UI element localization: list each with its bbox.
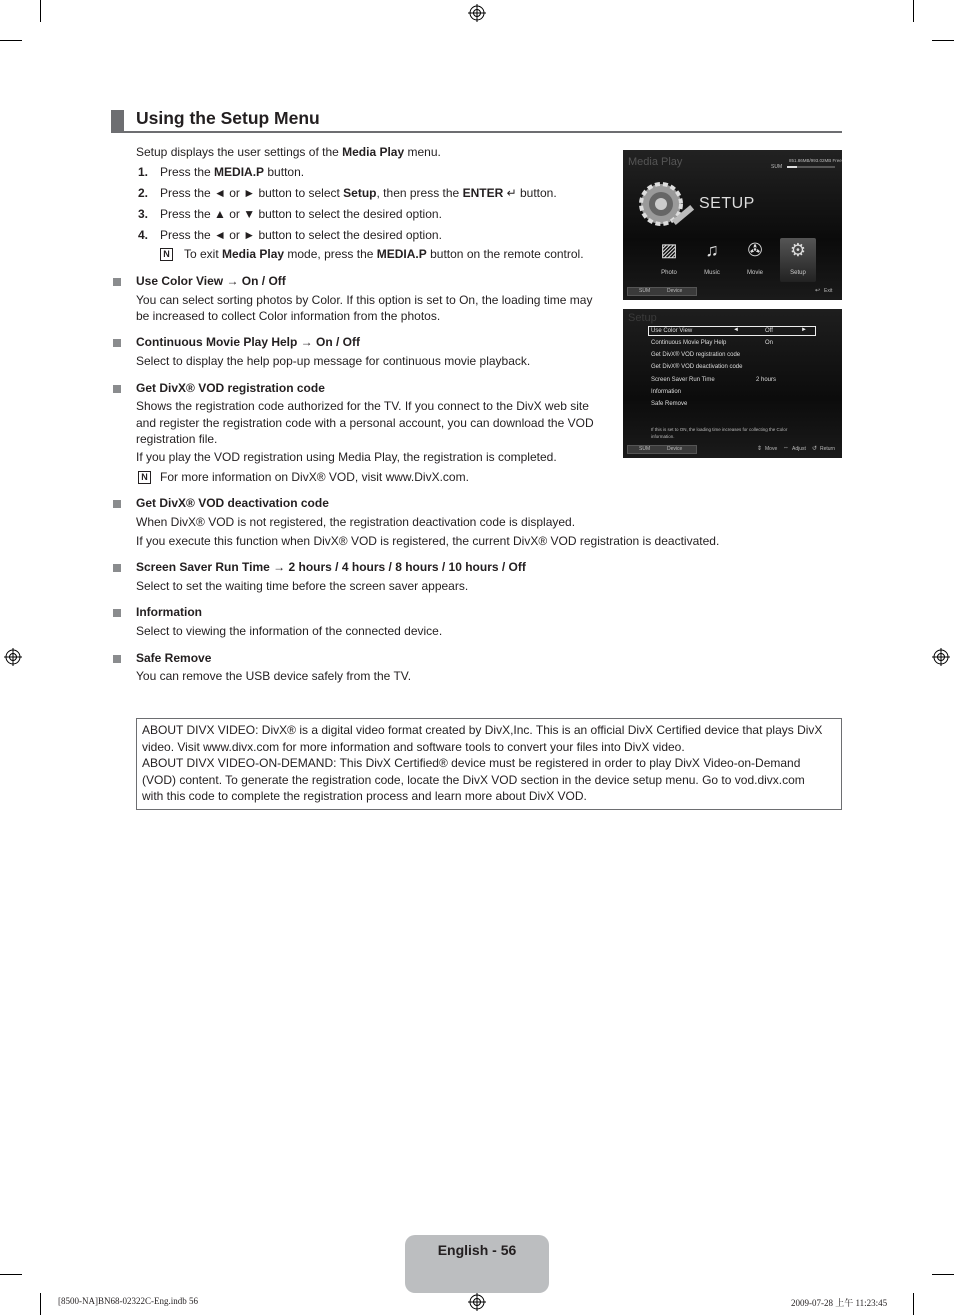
item-line: registration file. — [136, 432, 218, 446]
return-icon: ↺ — [812, 446, 818, 452]
divx-line: (VOD) content. To generate the registration code, locate the DivX VOD section in the device setup menu. Go to vod.divx.com — [142, 772, 805, 787]
media-item-movie[interactable] — [737, 238, 773, 282]
menu-row-label[interactable]: Get DivX® VOD registration code — [651, 352, 741, 358]
title-rule — [111, 131, 842, 133]
footer-sum: SUM — [639, 288, 651, 294]
crop-mark — [40, 1293, 41, 1315]
footer-adjust: Adjust — [792, 446, 806, 452]
crop-mark — [932, 40, 954, 41]
menu-row-label[interactable]: Safe Remove — [651, 401, 688, 407]
note-text — [184, 246, 584, 263]
screen-footer — [627, 287, 839, 296]
menu-row-label[interactable]: Use Color View — [651, 328, 693, 334]
exit-icon: ↩ — [815, 288, 821, 294]
step-text — [160, 185, 557, 202]
footer-sum: SUM — [639, 446, 651, 452]
arrow-right-icon: ► — [801, 327, 807, 333]
arrow-left-icon: ◄ — [733, 327, 739, 333]
item-line: Select to set the waiting time before the screen saver appears. — [136, 579, 469, 593]
divx-line: with this code to complete the registration process and learn more about DivX VOD. — [142, 789, 587, 803]
registration-mark-icon — [468, 1293, 486, 1311]
movie-icon: ✇ — [747, 240, 763, 260]
menu-row-label[interactable]: Get DivX® VOD deactivation code — [651, 364, 743, 370]
media-item-label: Movie — [746, 270, 763, 276]
bullet-square — [113, 385, 121, 393]
item-heading: Get DivX® VOD registration code — [136, 381, 325, 395]
registration-mark-icon — [468, 4, 486, 22]
storage-free: 851.86MB/993.02MB Free — [789, 158, 842, 163]
bold-text: Media Play — [222, 247, 285, 261]
text-run: , then press the — [376, 186, 463, 200]
text-run: button. — [264, 165, 305, 179]
adjust-icon: ⇔ — [783, 445, 789, 451]
media-item-setup[interactable] — [780, 238, 816, 282]
media-item-label: Setup — [790, 270, 806, 276]
page-number: English - 56 — [437, 1242, 517, 1258]
menu-row-label[interactable]: Screen Saver Run Time — [651, 377, 715, 383]
intro-post: menu. — [404, 145, 441, 159]
crop-mark — [913, 0, 914, 22]
step-number: 2. — [138, 186, 149, 200]
bold-text: MEDIA.P — [376, 247, 427, 261]
item-line: Select to display the help pop-up message for continuous movie playback. — [136, 354, 531, 368]
footer-return: Return — [820, 446, 836, 452]
page-title: Using the Setup Menu — [136, 108, 320, 128]
bold-text: Setup — [343, 186, 377, 200]
bold-text: ENTER — [462, 186, 504, 200]
text-run: Press the ▲ or ▼ button to select the desired option. — [160, 207, 442, 221]
text-run: Press the ◄ or ► button to select — [160, 186, 344, 200]
bullet-square — [113, 564, 121, 572]
item-heading: Information — [136, 605, 202, 619]
bullet-square — [113, 500, 121, 508]
item-line: When DivX® VOD is not registered, the registration deactivation code is displayed. — [136, 515, 576, 529]
media-item-music[interactable] — [694, 238, 730, 282]
divx-line: ABOUT DIVX VIDEO: DivX® is a digital video format created by DivX,Inc. This is an official DivX Certified device that plays DivX — [142, 723, 823, 737]
footer-exit: Exit — [824, 288, 833, 294]
intro-pre: Setup displays the user settings of the — [136, 145, 343, 159]
item-line: If you execute this function when DivX® VOD is registered, the current DivX® VOD registration is deactivated. — [136, 534, 720, 548]
footer-device: Device — [667, 288, 683, 294]
step-text — [160, 227, 442, 244]
item-heading: Continuous Movie Play Help → On / Off — [136, 335, 361, 349]
item-line: be increased to collect Color information from the photos. — [136, 309, 441, 323]
bullet-square — [113, 609, 121, 617]
media-play-screen — [623, 150, 842, 300]
divx-line: video. Visit www.divx.com for more information and software tools to convert your files into DivX video. — [142, 739, 685, 754]
item-line: and register the registration code with a personal account, you can download the VOD — [136, 416, 594, 430]
title-marker — [111, 110, 124, 132]
imprint-file: [8500-NA]BN68-02322C-Eng.indb 56 — [58, 1296, 198, 1306]
bullet-square — [113, 278, 121, 286]
item-heading: Screen Saver Run Time → 2 hours / 4 hours / 8 hours / 10 hours / Off — [136, 560, 526, 574]
step-number: 3. — [138, 207, 149, 221]
divx-info-box — [136, 718, 842, 810]
screen-header: Setup — [628, 312, 657, 324]
help-text: If this is set to ON, the loading time increases for collecting the Color — [651, 427, 788, 432]
menu-row-label[interactable]: Information — [651, 389, 682, 395]
menu-row-value: 2 hours — [756, 377, 777, 383]
item-line: If you play the VOD registration using Media Play, the registration is completed. — [136, 450, 557, 464]
text-run: To exit — [184, 247, 223, 261]
note-icon: N — [138, 471, 151, 484]
item-line: You can select sorting photos by Color. If this option is set to On, the loading time may — [136, 293, 593, 307]
menu-row-value: On — [765, 340, 774, 346]
item-heading: Use Color View → On / Off — [136, 274, 286, 288]
item-heading: Get DivX® VOD deactivation code — [136, 496, 329, 510]
text-run: Press the — [160, 165, 215, 179]
photo-icon: ▨ — [660, 240, 678, 260]
setup-title: SETUP — [699, 195, 755, 212]
crop-mark — [0, 40, 22, 41]
menu-row-label[interactable]: Continuous Movie Play Help — [651, 340, 727, 346]
step-text — [160, 206, 442, 223]
storage-bar — [787, 166, 835, 168]
item-line: Select to viewing the information of the connected device. — [136, 624, 443, 638]
footer-move: Move — [765, 446, 778, 452]
music-icon: ♫ — [705, 240, 719, 260]
intro-bold: Media Play — [342, 145, 405, 159]
help-text: information. — [651, 434, 675, 439]
note-text: For more information on DivX® VOD, visit www.DivX.com. — [160, 470, 469, 484]
crop-mark — [913, 1293, 914, 1315]
bullet-square — [113, 339, 121, 347]
device-tab[interactable] — [627, 445, 697, 454]
registration-mark-icon — [932, 648, 950, 666]
step-number: 4. — [138, 228, 149, 242]
text-run: mode, press the — [284, 247, 377, 261]
bold-text: MEDIA.P — [214, 165, 265, 179]
text-run: Press the ◄ or ► button to select the desired option. — [160, 228, 442, 242]
bullet-square — [113, 655, 121, 663]
sum-label: SUM — [771, 164, 783, 170]
footer-device: Device — [667, 446, 683, 452]
crop-mark — [932, 1274, 954, 1275]
device-tab[interactable] — [627, 287, 697, 296]
crop-mark — [40, 0, 41, 22]
setup-gear-icon — [635, 178, 695, 234]
item-line: You can remove the USB device safely from the TV. — [136, 669, 412, 683]
imprint-date: 2009-07-28 上午 11:23:45 — [791, 1298, 888, 1308]
crop-mark — [0, 1274, 22, 1275]
registration-mark-icon — [4, 648, 22, 666]
intro-text — [136, 144, 441, 161]
menu-row-value: Off — [765, 328, 773, 334]
text-run: ↵ button. — [503, 186, 557, 200]
item-heading: Safe Remove — [136, 651, 212, 665]
media-item-photo[interactable] — [651, 238, 687, 282]
step-text — [160, 164, 304, 181]
media-item-label: Photo — [661, 270, 677, 276]
text-run: button on the remote control. — [426, 247, 584, 261]
screen-footer — [627, 445, 839, 454]
divx-line: ABOUT DIVX VIDEO-ON-DEMAND: This DivX Certified® device must be registered in order to play DivX Video-on-Demand — [142, 756, 801, 770]
gear-icon: ⚙ — [789, 240, 807, 260]
item-line: Shows the registration code authorized for the TV. If you connect to the DivX web site — [136, 399, 589, 413]
move-icon: ⇕ — [757, 446, 763, 452]
media-item-label: Music — [704, 270, 720, 276]
step-number: 1. — [138, 165, 149, 179]
note-icon: N — [160, 248, 173, 261]
setup-menu-screen — [623, 309, 842, 458]
screen-header: Media Play — [628, 156, 683, 168]
